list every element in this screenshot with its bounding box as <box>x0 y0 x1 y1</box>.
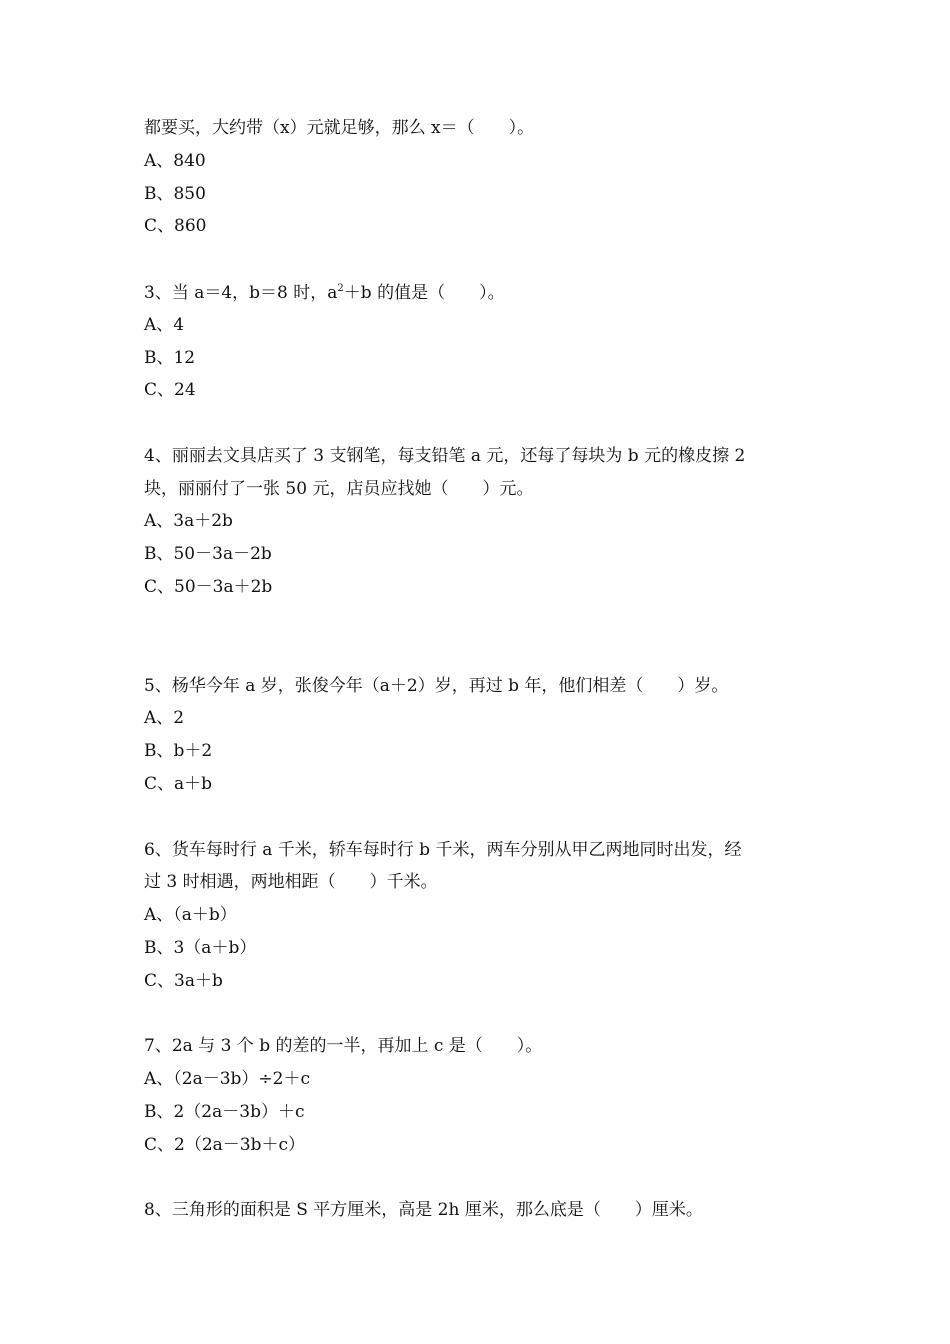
q6-stem-line1: 6、货车每时行 a 千米，轿车每时行 b 千米，两车分别从甲乙两地同时出发，经 <box>144 840 742 860</box>
q4-stem-line1: 4、丽丽去文具店买了 3 支钢笔，每支铅笔 a 元，还每了每块为 b 元的橡皮擦 2 <box>144 446 746 466</box>
q2-stem-continuation: 都要买，大约带（x）元就足够，那么 x＝（ ）。 <box>144 118 535 138</box>
q2-option-b: B、850 <box>144 184 206 204</box>
q6-option-a: A、（a＋b） <box>144 905 237 925</box>
q2-option-a: A、840 <box>144 151 206 171</box>
q6-option-b: B、3（a＋b） <box>144 938 257 958</box>
q8-stem: 8、三角形的面积是 S 平方厘米，高是 2h 厘米，那么底是（ ）厘米。 <box>144 1200 703 1220</box>
q7-option-a: A、（2a－3b）÷2＋c <box>144 1069 311 1089</box>
q4-option-b: B、50－3a－2b <box>144 544 272 564</box>
q7-option-b: B、2（2a－3b）＋c <box>144 1102 305 1122</box>
q3-stem-text-end: ＋b 的值是（ ）。 <box>343 283 505 303</box>
q3-stem-text: 3、当 a＝4，b＝8 时，a <box>144 283 338 303</box>
q4-option-a: A、3a＋2b <box>144 511 233 531</box>
q3-option-c: C、24 <box>144 380 196 400</box>
q6-stem-line2: 过 3 时相遇，两地相距（ ）千米。 <box>144 872 438 892</box>
q3-stem <box>144 281 505 305</box>
q5-option-b: B、b＋2 <box>144 741 213 761</box>
q5-option-c: C、a＋b <box>144 774 213 794</box>
q5-stem: 5、杨华今年 a 岁，张俊今年（a＋2）岁，再过 b 年，他们相差（ ）岁。 <box>144 676 729 696</box>
q3-option-b: B、12 <box>144 348 196 368</box>
q5-option-a: A、2 <box>144 708 185 728</box>
q3-exponent: 2 <box>337 283 344 294</box>
q7-option-c: C、2（2a－3b＋c） <box>144 1135 305 1155</box>
q7-stem: 7、2a 与 3 个 b 的差的一半，再加上 c 是（ ）。 <box>144 1036 543 1056</box>
q2-option-c: C、860 <box>144 216 207 236</box>
q3-option-a: A、4 <box>144 315 185 335</box>
q6-option-c: C、3a＋b <box>144 971 223 991</box>
q4-stem-line2: 块，丽丽付了一张 50 元，店员应找她（ ）元。 <box>144 479 534 499</box>
q4-option-c: C、50－3a＋2b <box>144 577 273 597</box>
